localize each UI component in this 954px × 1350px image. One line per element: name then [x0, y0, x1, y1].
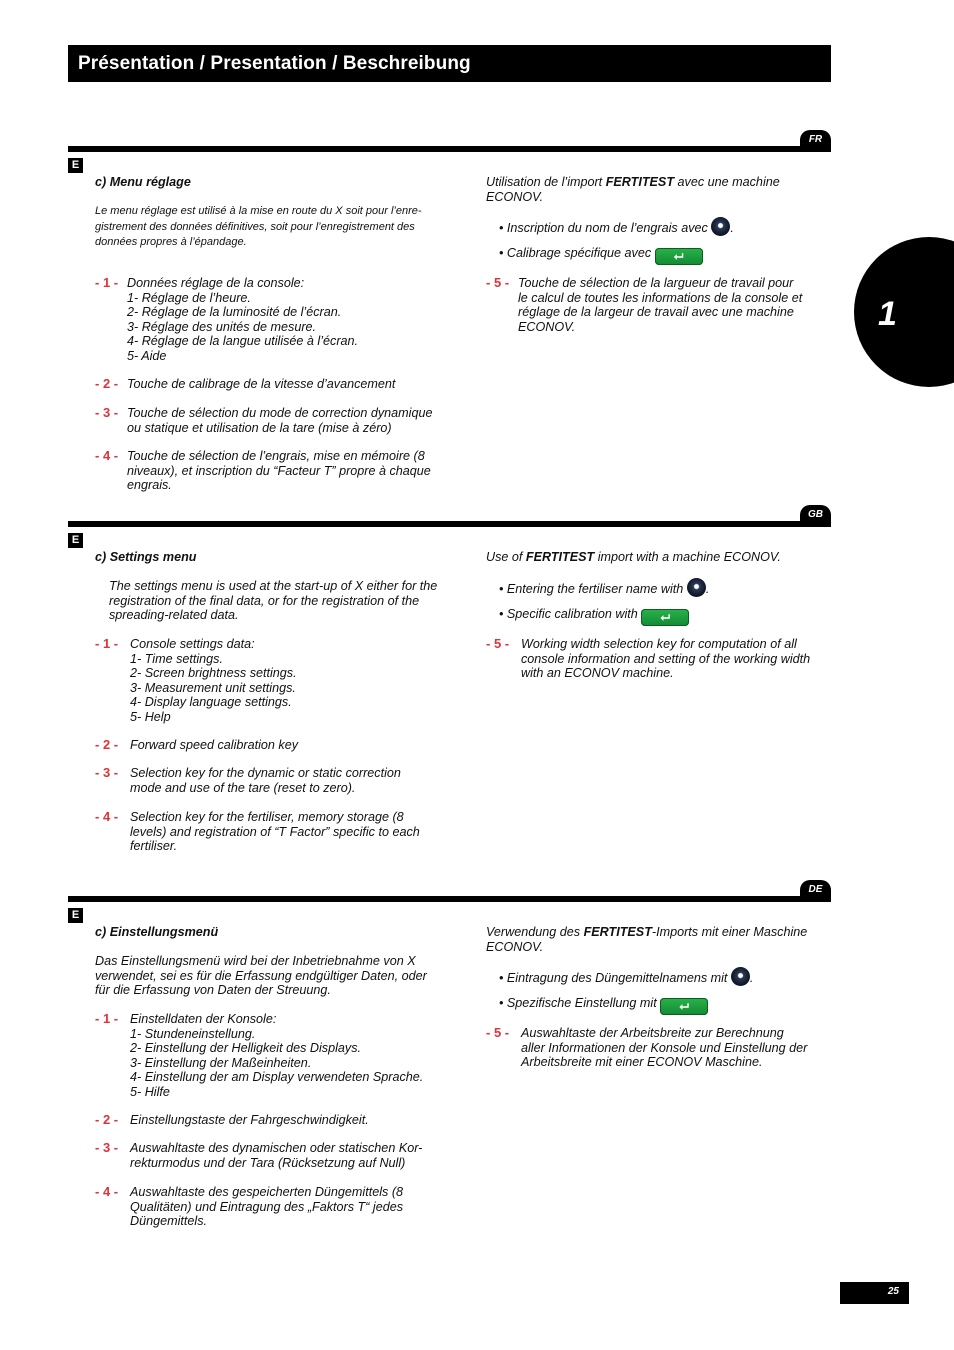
section-marker: E [68, 908, 83, 923]
enter-key-icon: ⮠ [641, 609, 689, 626]
bullet-item: • Inscription du nom de l’engrais avec . [499, 217, 734, 236]
page-title: Présentation / Presentation / Beschreibung [78, 53, 471, 74]
enter-key-icon: ⮠ [660, 998, 708, 1015]
dial-icon [731, 967, 750, 986]
header-bar [68, 45, 831, 82]
section-marker: E [68, 533, 83, 548]
item-number: - 3 - [95, 405, 119, 420]
item-number: - 5 - [486, 275, 510, 290]
dial-icon [711, 217, 730, 236]
item-number: - 3 - [95, 765, 119, 780]
chapter-number: 1 [878, 295, 897, 333]
section-intro: The settings menu is used at the start-up of X either for the registration of the final data, or for the registration of the spreading-related data. [109, 579, 438, 622]
item-number: - 1 - [95, 636, 119, 651]
section-heading: c) Menu réglage [95, 175, 191, 189]
bullet-item: • Entering the fertiliser name with . [499, 578, 709, 597]
right-intro: Use of FERTITEST import with a machine ECONOV. [486, 550, 781, 564]
page-number: 25 [840, 1282, 909, 1304]
bullet-item: • Specific calibration with ⮠ [499, 607, 689, 626]
dial-icon [687, 578, 706, 597]
section-intro: Le menu réglage est utilisé à la mise en route du X soit pour l’enre- gistrement des données définitives, soit pour l’enregistrement des données propres à l’épandage. [95, 205, 422, 248]
item-number: - 5 - [486, 1025, 510, 1040]
right-intro: Verwendung des FERTITEST-Imports mit einer Maschine ECONOV. [486, 925, 808, 954]
item-number: - 4 - [95, 1184, 119, 1199]
item-number: - 4 - [95, 448, 119, 463]
item-number: - 3 - [95, 1140, 119, 1155]
bullet-item: • Calibrage spécifique avec ⮠ [499, 246, 703, 265]
lang-badge-gb: GB [800, 505, 831, 525]
lang-badge-de: DE [800, 880, 831, 900]
bullet-item: • Eintragung des Düngemittelnamens mit . [499, 967, 753, 986]
item-number: - 1 - [95, 275, 119, 290]
section-intro: Das Einstellungsmenü wird bei der Inbetriebnahme von X verwendet, sei es für die Erfassung endgültiger Daten, oder für die Erfassung von Daten der Streuung. [95, 954, 427, 997]
section-rule [68, 521, 831, 527]
bullet-item: • Spezifische Einstellung mit ⮠ [499, 996, 708, 1015]
enter-key-icon: ⮠ [655, 248, 703, 265]
item-number: - 2 - [95, 1112, 119, 1127]
section-heading: c) Einstellungsmenü [95, 925, 219, 939]
item-number: - 4 - [95, 809, 119, 824]
section-heading: c) Settings menu [95, 550, 197, 564]
right-intro: Utilisation de l’import FERTITEST avec une machine ECONOV. [486, 175, 780, 204]
section-marker: E [68, 158, 83, 173]
section-rule [68, 146, 831, 152]
item-number: - 2 - [95, 737, 119, 752]
item-number: - 5 - [486, 636, 510, 651]
chapter-tab [854, 237, 954, 387]
item-number: - 1 - [95, 1011, 119, 1026]
item-number: - 2 - [95, 376, 119, 391]
section-rule [68, 896, 831, 902]
lang-badge-fr: FR [800, 130, 831, 150]
